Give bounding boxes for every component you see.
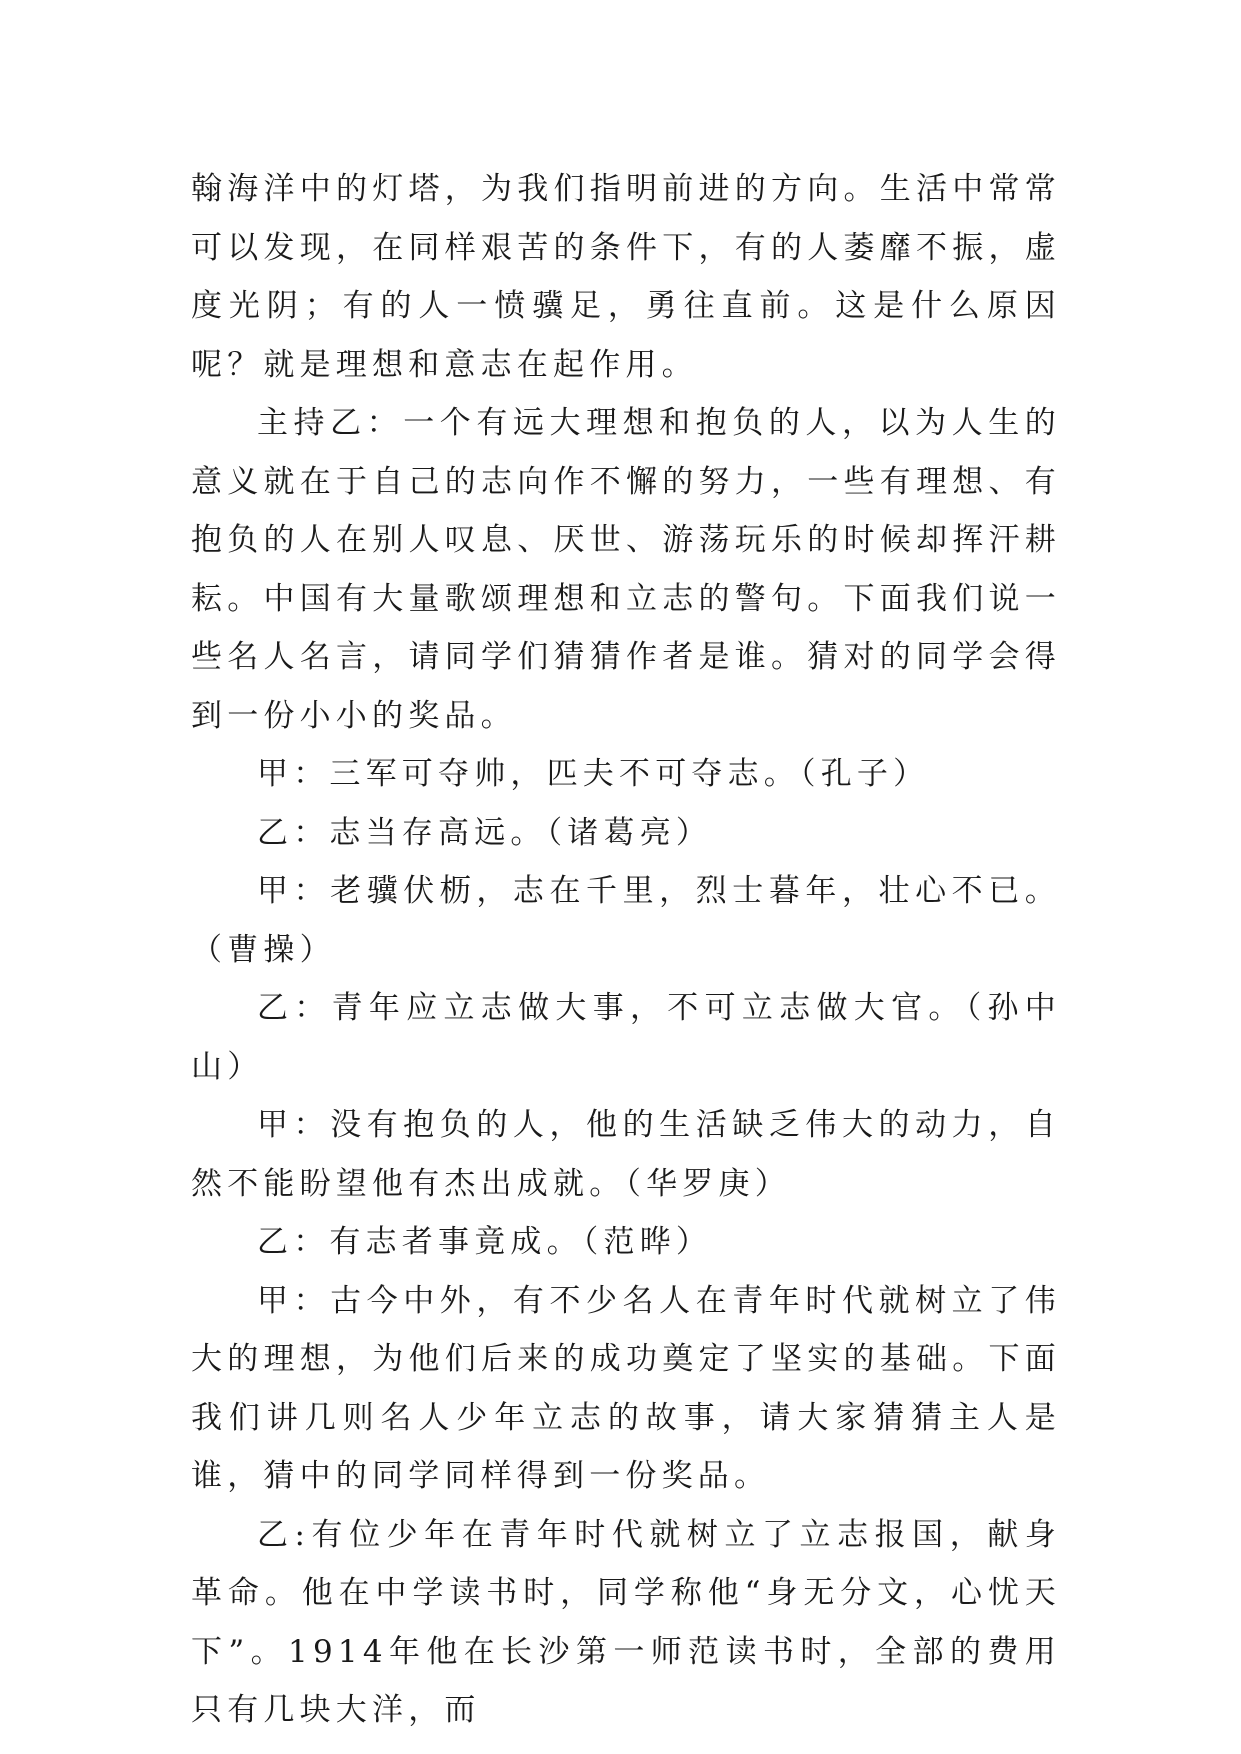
paragraph-8: 乙：有志者事竟成。（范晔） bbox=[257, 1224, 713, 1260]
paragraph-4: 乙：志当存高远。（诸葛亮） bbox=[257, 814, 713, 851]
paragraph-6: 乙：青年应立志做大事，不可立志做大官。（孙中山） bbox=[191, 990, 1061, 1085]
paragraph-3: 甲：三军可夺帅，匹夫不可夺志。（孔子） bbox=[257, 756, 930, 792]
paragraph-1: 翰海洋中的灯塔，为我们指明前进的方向。生活中常常可以发现，在同样艰苦的条件下，有的人萎靡不振，虚度光阴；有的人一愤骥足，勇往直前。这是什么原因呢？就是理想和意志在起作用。 bbox=[191, 171, 1061, 383]
document-body bbox=[191, 160, 1061, 1740]
paragraph-10: 乙:有位少年在青年时代就树立了立志报国，献身革命。他在中学读书时，同学称他“身无分文，心忧天下”。1914年他在长沙第一师范读书时，全部的费用只有几块大洋，而 bbox=[191, 1516, 1061, 1728]
paragraph-9: 甲：古今中外，有不少名人在青年时代就树立了伟大的理想，为他们后来的成功奠定了坚实的基础。下面我们讲几则名人少年立志的故事，请大家猜猜主人是谁，猜中的同学同样得到一份奖品。 bbox=[191, 1282, 1061, 1494]
paragraph-2: 主持乙：一个有远大理想和抱负的人，以为人生的意义就在于自己的志向作不懈的努力，一些有理想、有抱负的人在别人叹息、厌世、游荡玩乐的时候却挥汗耕耘。中国有大量歌颂理想和立志的警句。下面我们说一些名人名言，请同学们猜猜作者是谁。猜对的同学会得到一份小小的奖品。 bbox=[191, 405, 1061, 734]
paragraph-7: 甲：没有抱负的人，他的生活缺乏伟大的动力，自然不能盼望他有杰出成就。（华罗庚） bbox=[191, 1107, 1061, 1202]
paragraph-5: 甲：老骥伏枥，志在千里，烈士暮年，壮心不已。（曹操） bbox=[191, 873, 1061, 968]
